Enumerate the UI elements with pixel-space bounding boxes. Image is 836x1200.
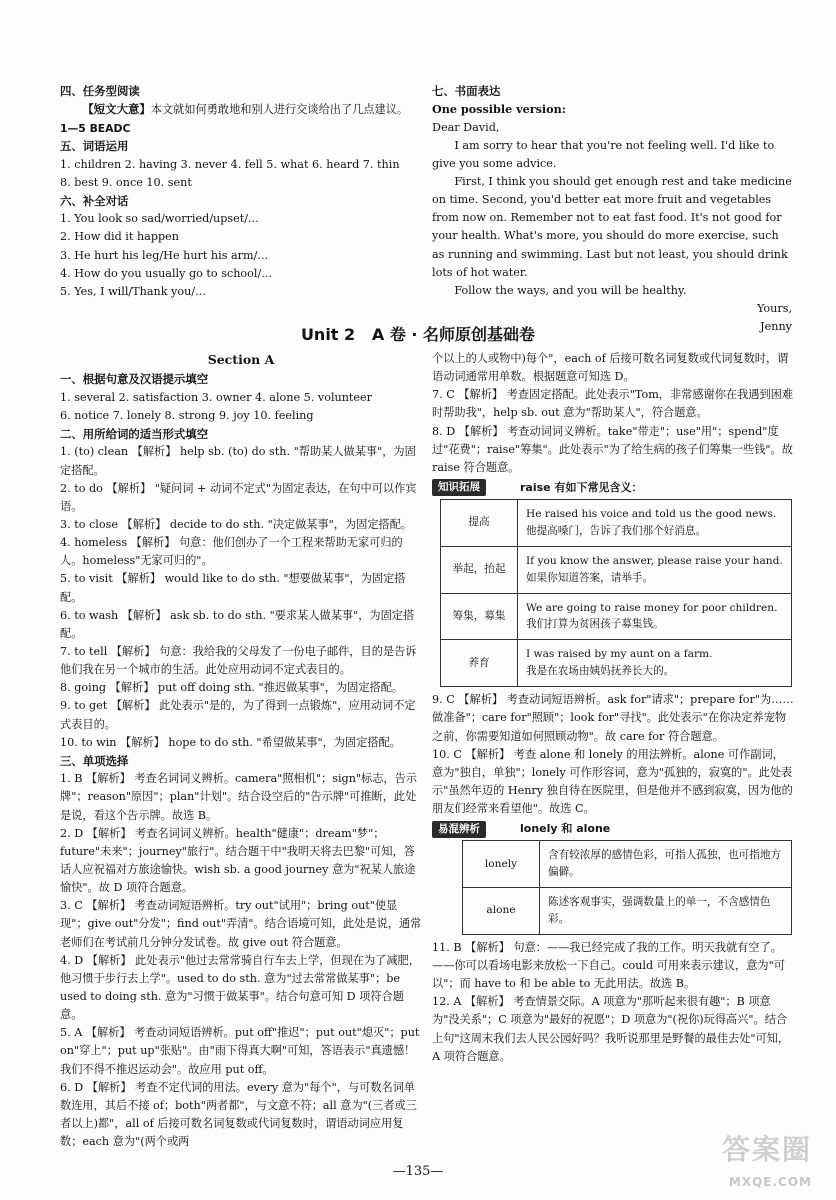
knowledge-expansion-tag: 知识拓展 <box>432 479 486 496</box>
answer-item: 3. C 【解析】 考查动词短语辨析。try out"试用"；bring out"使显现"；give out"分发"；find out"弄清"。结合语境可知，此处是说，通常老师们在考试前几分钟分发试卷。故 give out 符合题意。 <box>60 899 422 949</box>
answer-item: 8. going 【解析】 put off doing sth. "推迟做某事"，为固定搭配。 <box>60 681 404 695</box>
example-en: I was raised by my aunt on a farm. <box>526 648 713 661</box>
answer-line: 1—5 BEADC <box>60 121 131 135</box>
table-row <box>441 499 792 546</box>
confusion-header <box>432 820 794 838</box>
letter-greeting: Dear David, <box>432 120 500 134</box>
example-cn: 他提高嗓门，告诉了我们那个好消息。 <box>526 524 707 537</box>
example-cell <box>518 499 792 546</box>
watermark-logo <box>722 1127 812 1192</box>
answer-item: 个以上的人或物中)每个"，each of 后接可数名词复数或代词复数时，谓语动词通常用单数。根据题意可知选 D。 <box>432 352 789 384</box>
letter-paragraph: I am sorry to hear that you're not feeling well. I'd like to give you some advice. <box>432 138 775 170</box>
letter-paragraph: First, I think you should get enough rest and take medicine on time. Second, you'd better eat more fruit and vegetables from now on. Remember not to eat fast food. It's not good for your health. What's more, you should do more exercise, such as running and swimming. Last but not least, you should drink lots of hot water. <box>432 175 792 279</box>
answer-item: 7. C 【解析】 考查固定搭配。此处表示"Tom，非常感谢你在我遇到困难时帮助我"，help sb. out 意为"帮助某人"，符合题意。 <box>432 388 794 420</box>
meaning-cell: 筹集，募集 <box>441 593 518 640</box>
section-heading: 二、用所给词的适当形式填空 <box>60 427 209 441</box>
example-en: He raised his voice and told us the good news. <box>526 507 777 520</box>
summary-text: 本文就如何勇敢地和别人进行交谈给出了几点建议。 <box>150 103 409 117</box>
answer-line: 5. Yes, I will/Thank you/... <box>60 284 206 298</box>
usage-cell: 含有较浓厚的感情色彩，可指人孤独，也可指地方偏僻。 <box>540 841 792 888</box>
answer-item: 6. D 【解析】 考查不定代词的用法。every 意为"每个"，与可数名词单数连用，其后不接 of；both"两者都"，与文意不符；all 意为"(三者或三者以上)都"，all of 后接可数名词复数或代词复数时，谓语动词应用复数；each 意为"(两个或两 <box>60 1080 417 1149</box>
example-cn: 我们打算为贫困孩子募集钱。 <box>526 618 664 631</box>
answer-item: 6. to wash 【解析】 ask sb. to do sth. "要求某人做某事"，为固定搭配。 <box>60 608 415 640</box>
section-heading: 四、任务型阅读 <box>60 84 140 98</box>
top-left-column <box>60 82 420 301</box>
answer-item: 4. D 【解析】 此处表示"他过去常常骑自行车去上学，但现在为了减肥，他习惯于步行去上学"。used to do sth. 意为"过去常常做某事"；be used to doing sth. 意为"习惯于做某事"。结合句意可知 D 项符合题意。 <box>60 953 420 1022</box>
left-column <box>60 350 422 1151</box>
summary-paragraph <box>60 100 420 119</box>
table-row <box>463 841 792 888</box>
answer-item: 9. C 【解析】 考查动词短语辨析。ask for"请求"；prepare for"为……做准备"；care for"照顾"；look for"寻找"。此处表示"在你决定养宠物之前，你需要知道如何照顾动物"。故 care for 符合题意。 <box>432 693 794 743</box>
letter-signature: Jenny <box>760 320 792 334</box>
watermark-url: MXQE.COM <box>728 1174 812 1189</box>
table-row <box>463 887 792 934</box>
right-column <box>432 350 794 1066</box>
example-cell <box>518 593 792 640</box>
answer-item: 8. D 【解析】 考查动词词义辨析。take"带走"；use"用"；spend"度过"花费"；raise"筹集"。此处表示"为了给生病的孩子们筹集一些钱"。故 raise 符合题意。 <box>432 424 793 474</box>
word-cell: alone <box>463 887 540 934</box>
example-cn: 如果你知道答案，请举手。 <box>526 571 654 584</box>
table-row <box>441 593 792 640</box>
answer-item: 2. to do 【解析】 "疑问词 + 动词不定式"为固定表达，在句中可以作宾语。 <box>60 481 417 513</box>
section-heading: 一、根据句意及汉语提示填空 <box>60 372 209 387</box>
lonely-alone-table <box>462 840 792 935</box>
meaning-cell: 养育 <box>441 640 518 687</box>
answer-line: 8. best 9. once 10. sent <box>60 175 192 189</box>
example-cn: 我是在农场由姨妈抚养长大的。 <box>526 665 675 678</box>
usage-cell: 陈述客观事实，强调数量上的单一，不含感情色彩。 <box>540 887 792 934</box>
section-heading: 三、单项选择 <box>60 753 129 768</box>
answer-item: 1. B 【解析】 考查名词词义辨析。camera"照相机"；sign"标志，告示牌"；reason"原因"；plan"计划"。结合设空后的"告示牌"可推断，此处是说，看这个告示牌。故选 B。 <box>60 772 417 822</box>
table-row <box>441 640 792 687</box>
section-heading: 六、补全对话 <box>60 193 129 208</box>
answer-item: 5. A 【解析】 考查动词短语辨析。put off"推迟"；put out"熄灭"；put on"穿上"；put up"张贴"。由"雨下得真大啊"可知，答语表示"真遗憾！我们不得不推迟运动会"。故应用 put off。 <box>60 1026 420 1076</box>
example-en: We are going to raise money for poor children. <box>526 601 778 614</box>
confusion-tag: 易混辨析 <box>432 821 486 838</box>
summary-tag: 【短文大意】 <box>82 102 151 117</box>
example-en: If you know the answer, please raise your hand. <box>526 554 783 567</box>
answer-line: 6. notice 7. lonely 8. strong 9. joy 10. feeling <box>60 408 314 422</box>
answer-line: 4. How do you usually go to school/... <box>60 266 272 280</box>
example-cell <box>518 546 792 593</box>
version-label: One possible version: <box>432 102 566 117</box>
answer-item: 10. to win 【解析】 hope to do sth. "希望做某事"，为固定搭配。 <box>60 735 401 749</box>
answer-item: 5. to visit 【解析】 would like to do sth. "想要做某事"，为固定搭配。 <box>60 572 406 604</box>
answer-item: 7. to tell 【解析】 句意：我给我的父母发了一份电子邮件，目的是告诉他们我在另一个城市的生活。此处应用动词不定式表目的。 <box>60 645 417 677</box>
section-heading: 七、书面表达 <box>432 84 501 98</box>
answer-item: 3. to close 【解析】 decide to do sth. "决定做某事"，为固定搭配。 <box>60 518 413 532</box>
confusion-title: lonely 和 alone <box>520 822 611 836</box>
answer-item: 10. C 【解析】 考查 alone 和 lonely 的用法辨析。alone 可作副词，意为"独自，单独"；lonely 可作形容词，意为"孤独的，寂寞的"。此处表示"虽然年迈的 Henry 独自待在医院里，但是他并不感到寂寞，因为他的朋友们经常来看望他"。故选 C。 <box>432 747 793 816</box>
word-cell: lonely <box>463 841 540 888</box>
answer-item: 2. D 【解析】 考查名词词义辨析。health"健康"；dream"梦"；future"未来"；journey"旅行"。结合题干中"我明天将去巴黎"可知，答话人应祝福对方旅途愉快。wish sb. a good journey 意为"祝某人旅途愉快"。故 D 项符合题意。 <box>60 826 416 895</box>
section-a-title: Section A <box>207 352 275 367</box>
watermark-text: 答案圈 <box>721 1133 812 1167</box>
answer-line: 1. several 2. satisfaction 3. owner 4. alone 5. volunteer <box>60 390 373 404</box>
section-heading: 五、词语运用 <box>60 139 129 154</box>
page-number: —135— <box>392 1163 444 1179</box>
knowledge-expansion-title: raise 有如下常见含义： <box>520 480 643 494</box>
answer-item: 1. (to) clean 【解析】 help sb. (to) do sth. "帮助某人做某事"，为固定搭配。 <box>60 445 416 477</box>
top-right-column <box>432 82 792 336</box>
meaning-cell: 举起，抬起 <box>441 546 518 593</box>
answer-line: 2. How did it happen <box>60 230 179 244</box>
answer-item: 4. homeless 【解析】 句意：他们创办了一个工程来帮助无家可归的人。homeless"无家可归的"。 <box>60 536 403 568</box>
answer-line: 3. He hurt his leg/He hurt his arm/... <box>60 248 269 262</box>
answer-line: 1. children 2. having 3. never 4. fell 5. what 6. heard 7. thin <box>60 157 400 171</box>
meaning-cell: 提高 <box>441 499 518 546</box>
answer-item: 11. B 【解析】 句意：——我已经完成了我的工作。明天我就有空了。——你可以看场电影来放松一下自己。could 可用来表示建议，意为"可以"；而 have to 和 be able to 无此用法。故选 B。 <box>432 940 785 991</box>
knowledge-expansion-header <box>432 479 794 497</box>
answer-item: 9. to get 【解析】 此处表示"是的，为了得到一点锻炼"，应用动词不定式表目的。 <box>60 699 416 731</box>
unit-title: Unit 2 A 卷 · 名师原创基础卷 <box>300 325 536 344</box>
answer-item: 12. A 【解析】 考查情景交际。A 项意为"那听起来很有趣"；B 项意为"没关系"；C 项意为"最好的祝愿"；D 项意为"(祝你)玩得高兴"。结合上句"这周末我们去人民公园好吗？我听说那里是野餐的最佳去处"可知，A 项符合题意。 <box>432 995 790 1063</box>
letter-paragraph: Follow the ways, and you will be healthy. <box>454 283 687 297</box>
example-cell <box>518 640 792 687</box>
raise-meaning-table <box>440 499 792 688</box>
answer-line: 1. You look so sad/worried/upset/... <box>60 212 259 226</box>
table-row <box>441 546 792 593</box>
letter-closing: Yours, <box>757 302 792 316</box>
